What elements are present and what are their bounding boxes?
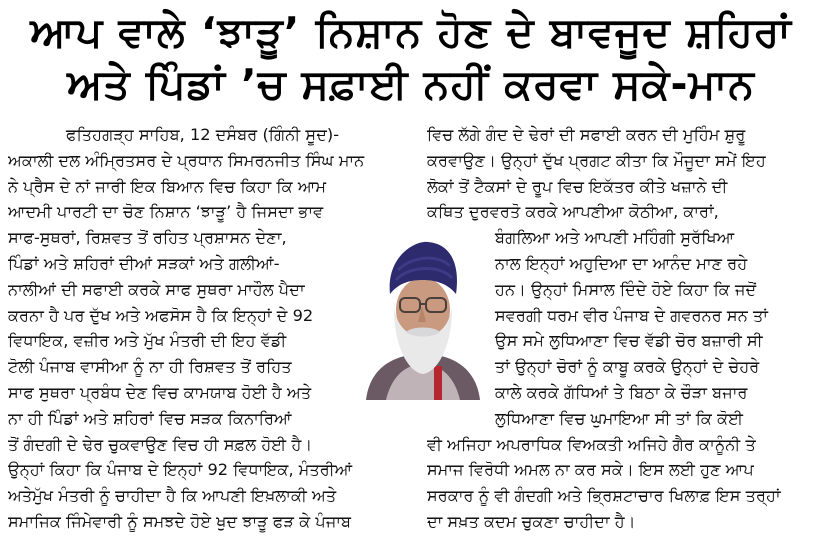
headline-line-1: ਆਪ ਵਾਲੇ ‘ਝਾੜੂ’ ਨਿਸ਼ਾਨ ਹੋਣ ਦੇ ਬਾਵਜੂਦ ਸ਼ਹਿਰਾਂ xyxy=(30,8,792,56)
article-line: ਨਾਲ ਇਨ੍ਹਾਂ ਅਹੁਦਿਆ ਦਾ ਆਨੰਦ ਮਾਣ ਰਹੇ xyxy=(495,253,748,273)
article-line: ਉਸ ਸਮੇ ਲੁਧਿਆਣਾ ਵਿਚ ਵੱਡੀ ਚੋਰ ਬਜ਼ਾਰੀ ਸੀ xyxy=(495,331,763,351)
article-line: ਬੰਗਲਿਆ ਅਤੇ ਆਪਣੀ ਮਹਿੰਗੀ ਸੁਰੱਖਿਆ xyxy=(495,228,735,248)
article-line: ਆਦਮੀ ਪਾਰਟੀ ਦਾ ਚੋਣ ਨਿਸ਼ਾਨ ‘ਝਾੜੂ’ ਹੈ ਜਿਸਦਾ ਭਾਵ xyxy=(8,202,324,222)
article-line: ਸਾਫ-ਸੁਥਰਾਂ, ਰਿਸ਼ਵਤ ਤੋਂ ਰਹਿਤ ਪ੍ਰਸ਼ਾਸਨ ਦੇਣਾ, xyxy=(8,228,287,248)
article-line: ਵਿਧਾਇਕ, ਵਜ਼ੀਰ ਅਤੇ ਮੁੱਖ ਮੰਤਰੀ ਦੀ ਇਹ ਵੱਡੀ xyxy=(8,331,287,351)
article-line: ਤਾਂ ਉਨ੍ਹਾਂ ਚੋਰਾਂ ਨੂੰ ਕਾਬੂ ਕਰਕੇ ਉਨ੍ਹਾਂ ਦੇ ਚੇਹਰੇ xyxy=(495,357,760,377)
article-line: ਨਾਲੀਆਂ ਦੀ ਸਫਾਈ ਕਰਕੇ ਸਾਫ ਸੁਥਰਾ ਮਾਹੌਲ ਪੈਦਾ xyxy=(8,279,305,299)
article-line: ਨਾ ਹੀ ਪਿੰਡਾਂ ਅਤੇ ਸ਼ਹਿਰਾਂ ਵਿਚ ਸੜਕ ਕਿਨਾਰਿਆਂ xyxy=(8,408,292,428)
article-line: ਸਵਰਗੀ ਧਰਮ ਵੀਰ ਪੰਜਾਬ ਦੇ ਗਵਰਨਰ ਸਨ ਤਾਂ xyxy=(495,305,768,325)
article-line: ਸਮਾਜ ਵਿਰੋਧੀ ਅਮਲ ਨਾ ਕਰ ਸਕੇ। ਇਸ ਲਈ ਹੁਣ ਆਪ xyxy=(427,460,754,480)
article-line: ਸਮਾਜਿਕ ਜਿੰਮੇਵਾਰੀ ਨੂੰ ਸਮਝਦੇ ਹੋਏ ਖੁਦ ਝਾੜੂ ਫੜ ਕੇ ਪੰਜਾਬ xyxy=(8,511,352,531)
article-line: ਹਨ। ਉਨ੍ਹਾਂ ਮਿਸਾਲ ਦਿੰਦੇ ਹੋਏ ਕਿਹਾ ਕਿ ਜਦੋਂ xyxy=(495,279,757,299)
article-line: ਨੇ ਪ੍ਰੈਸ ਦੇ ਨਾਂ ਜਾਰੀ ਇਕ ਬਿਆਨ ਵਿਚ ਕਿਹਾ ਕਿ ਆਮ xyxy=(8,176,327,196)
headline xyxy=(8,6,814,110)
article-column-left xyxy=(8,122,406,535)
article-line: ਵਿਚ ਲੱਗੇ ਗੰਦ ਦੇ ਢੇਰਾਂ ਦੀ ਸਫਾਈ ਕਰਨ ਦੀ ਮੁਹਿੰਮ ਸ਼ੁਰੂ xyxy=(427,125,746,144)
article-line: ਲੋਕਾਂ ਤੋਂ ਟੈਕਸਾਂ ਦੇ ਰੂਪ ਵਿਚ ਇਕੱਤਰ ਕੀਤੇ ਖਜ਼ਾਨੇ ਦੀ xyxy=(427,176,728,196)
article-line: ਕਾਲੇ ਕਰਕੇ ਗੱਧਿਆਂ ਤੇ ਬਿਠਾ ਕੇ ਚੌੜਾ ਬਜਾਰ xyxy=(495,382,748,402)
article-line: ਕਥਿਤ ਦੁਰਵਰਤੋ ਕਰਕੇ ਆਪਣੀਆ ਕੋਠੀਆ, ਕਾਰਾਂ, xyxy=(427,202,719,222)
dateline: ਫਤਿਹਗੜ੍ਹ ਸਾਹਿਬ, 12 ਦਸੰਬਰ (ਗਿੰਨੀ ਸੂਦ)- xyxy=(66,125,340,144)
portrait-illustration xyxy=(356,236,490,400)
article-line: ਦਾ ਸਖ਼ਤ ਕਦਮ ਚੁਕਣਾ ਚਾਹੀਦਾ ਹੈ। xyxy=(427,511,636,531)
article-line: ਲੁਧਿਆਣਾ ਵਿਚ ਘੁਮਾਇਆ ਸੀ ਤਾਂ ਕਿ ਕੋਈ xyxy=(495,408,744,428)
article-line: ਕਰਵਾਉਣ। ਉਨ੍ਹਾਂ ਦੁੱਖ ਪ੍ਰਗਟ ਕੀਤਾ ਕਿ ਮੌਜੂਦਾ ਸਮੇਂ ਇਹ xyxy=(427,150,766,170)
article-line: ਅਤੇਮੁੱਖ ਮੰਤਰੀ ਨੂੰ ਚਾਹੀਦਾ ਹੈ ਕਿ ਆਪਣੀ ਇਖ਼ਲਾਕੀ ਅਤੇ xyxy=(8,486,337,506)
article-line: ਅਕਾਲੀ ਦਲ ਅੰਮ੍ਰਿਤਸਰ ਦੇ ਪ੍ਰਧਾਨ ਸਿਮਰਨਜੀਤ ਸਿੰਘ ਮਾਨ xyxy=(8,150,365,170)
article-line: ਉਨ੍ਹਾਂ ਕਿਹਾ ਕਿ ਪੰਜਾਬ ਦੇ ਇਨ੍ਹਾਂ 92 ਵਿਧਾਇਕ, ਮੰਤਰੀਆਂ xyxy=(8,460,353,480)
portrait-photo xyxy=(356,236,490,400)
article-line: ਸਾਫ ਸੁਥਰਾ ਪ੍ਰਬੰਧ ਦੇਣ ਵਿਚ ਕਾਮਯਾਬ ਹੋਈ ਹੈ ਅਤੇ xyxy=(8,382,312,402)
headline-line-2: ਅਤੇ ਪਿੰਡਾਂ ’ਚ ਸਫ਼ਾਈ ਨਹੀਂ ਕਰਵਾ ਸਕੇ-ਮਾਨ xyxy=(67,60,755,108)
article-line: ਵੀ ਅਜਿਹਾ ਅਪਰਾਧਿਕ ਵਿਅਕਤੀ ਅਜਿਹੇ ਗੈਰ ਕਾਨੂੰਨੀ ਤੇ xyxy=(427,434,756,454)
article-line: ਸਰਕਾਰ ਨੂੰ ਵੀ ਗੰਦਗੀ ਅਤੇ ਭ੍ਰਿਸ਼ਟਾਚਾਰ ਖਿਲਾਫ਼ ਇਸ ਤਰ੍ਹਾਂ xyxy=(427,486,781,506)
article-line: ਕਰਨਾ ਹੈ ਪਰ ਦੁੱਖ ਅਤੇ ਅਫਸੋਸ ਹੈ ਕਿ ਇਨ੍ਹਾਂ ਦੇ 92 xyxy=(8,305,314,325)
article-line: ਪਿੰਡਾਂ ਅਤੇ ਸ਼ਹਿਰਾਂ ਦੀਆਂ ਸੜਕਾਂ ਅਤੇ ਗਲੀਆਂ- xyxy=(8,253,280,273)
article-line: ਟੋਲੀ ਪੰਜਾਬ ਵਾਸੀਆ ਨੂੰ ਨਾ ਹੀ ਰਿਸ਼ਵਤ ਤੋਂ ਰਹਿਤ xyxy=(8,357,292,377)
article-line: ਤੋਂ ਗੰਦਗੀ ਦੇ ਢੇਰ ਚੁਕਵਾਉਣ ਵਿਚ ਹੀ ਸਫ਼ਲ ਹੋਈ ਹੈ। xyxy=(8,434,313,454)
